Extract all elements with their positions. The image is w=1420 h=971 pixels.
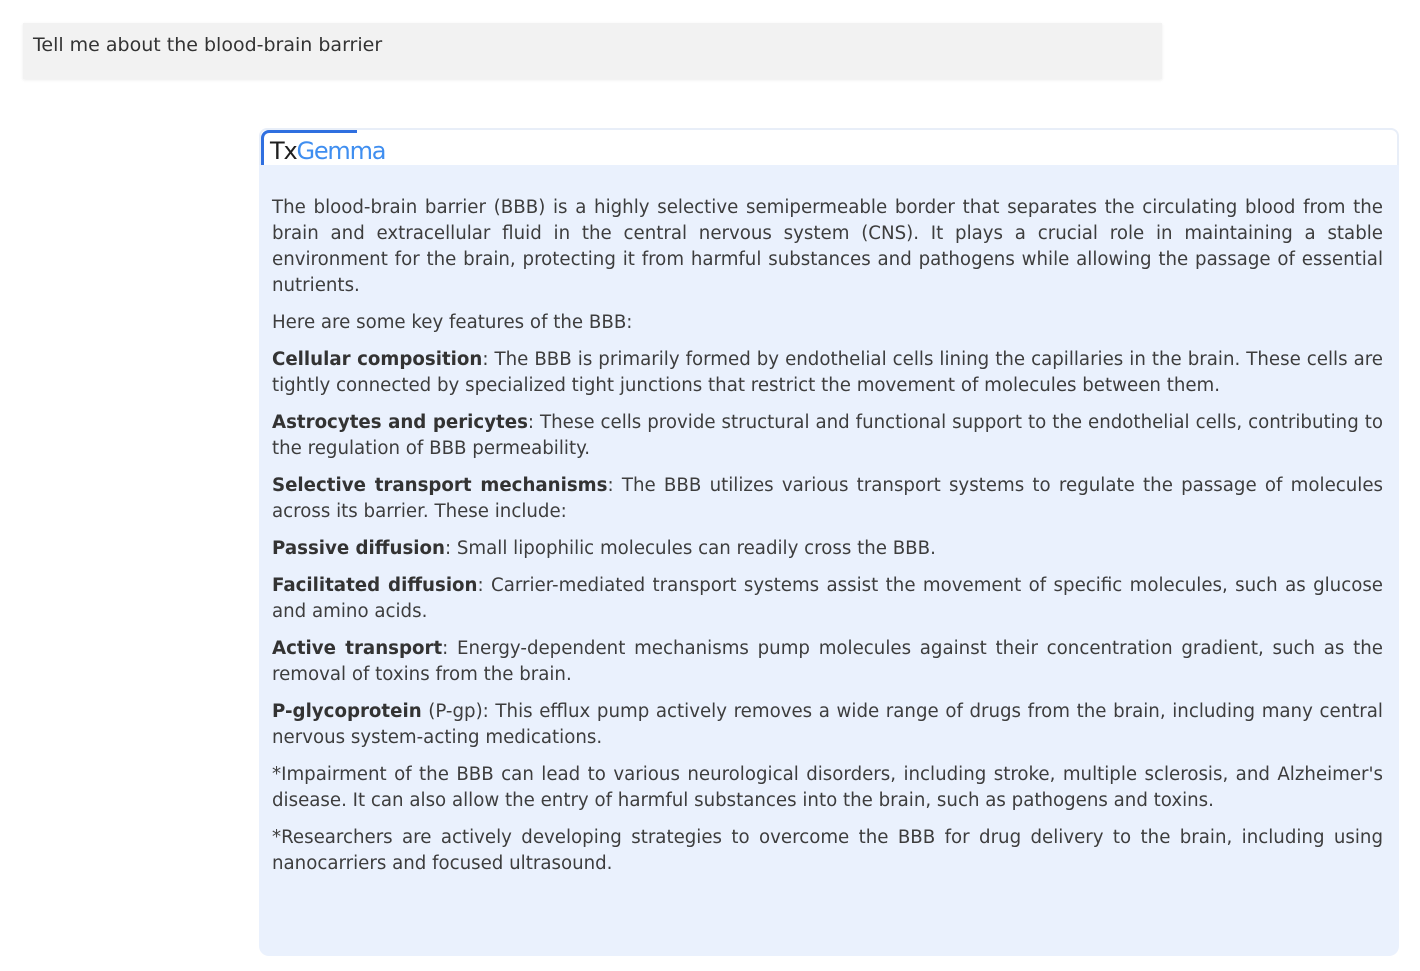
user-message-text: Tell me about the blood-brain barrier — [33, 34, 383, 56]
feature-item — [272, 473, 1383, 525]
user-message-bubble — [23, 23, 1162, 79]
brand-prefix: Tx — [270, 137, 297, 165]
assistant-response-card — [259, 128, 1399, 956]
response-body — [259, 165, 1399, 956]
feature-term: Active transport — [272, 638, 443, 659]
feature-term: Astrocytes and pericytes — [272, 412, 528, 433]
feature-item — [272, 699, 1383, 751]
feature-term: Cellular composition — [272, 349, 483, 370]
intro-paragraph: The blood-brain barrier (BBB) is a highly selective semipermeable border that separates the circulating blood from the brain and extracellular fluid in the central nervous system (CNS). It plays a crucial role in maintaining a stable environment for the brain, protecting it from harmful substances and pathogens while allowing the passage of essential nutrients. — [272, 197, 1383, 296]
brand-suffix: Gemma — [296, 137, 386, 165]
feature-text: : The BBB is primarily formed by endothelial cells lining the capillaries in the brain. These cells are tightly connected by specialized tight junctions that restrict the movement of molecules between them. — [272, 349, 1383, 396]
feature-term: Facilitated diffusion — [272, 575, 478, 596]
feature-term: Passive diffusion — [272, 538, 445, 559]
feature-text: : Small lipophilic molecules can readily cross the BBB. — [444, 538, 936, 559]
feature-text: : Energy-dependent mechanisms pump molecules against their concentration gradient, such as the removal of toxins from the brain. — [272, 638, 1383, 685]
response-header — [259, 128, 1399, 166]
feature-term: P-glycoprotein — [272, 701, 422, 722]
features-heading: Here are some key features of the BBB: — [272, 312, 633, 333]
feature-item — [272, 347, 1383, 399]
feature-text: (P-gp): This efflux pump actively removes a wide range of drugs from the brain, including many central nervous system-acting medications. — [272, 701, 1383, 748]
txgemma-logo — [261, 130, 386, 166]
feature-text: : Carrier-mediated transport systems assist the movement of specific molecules, such as glucose and amino acids. — [272, 575, 1383, 622]
research-paragraph: *Researchers are actively developing strategies to overcome the BBB for drug delivery to the brain, including using nanocarriers and focused ultrasound. — [272, 827, 1383, 874]
feature-item — [272, 636, 1383, 688]
feature-text: : These cells provide structural and functional support to the endothelial cells, contributing to the regulation of BBB permeability. — [272, 412, 1383, 459]
feature-item — [272, 410, 1383, 462]
feature-item — [272, 573, 1383, 625]
impairment-paragraph: *Impairment of the BBB can lead to various neurological disorders, including stroke, multiple sclerosis, and Alzheimer's disease. It can also allow the entry of harmful substances into the brain, such as pathogens and toxins. — [272, 764, 1383, 811]
feature-item — [272, 536, 1383, 562]
feature-text: : The BBB utilizes various transport systems to regulate the passage of molecules across its barrier. These include: — [272, 475, 1383, 522]
feature-term: Selective transport mechanisms — [272, 475, 608, 496]
